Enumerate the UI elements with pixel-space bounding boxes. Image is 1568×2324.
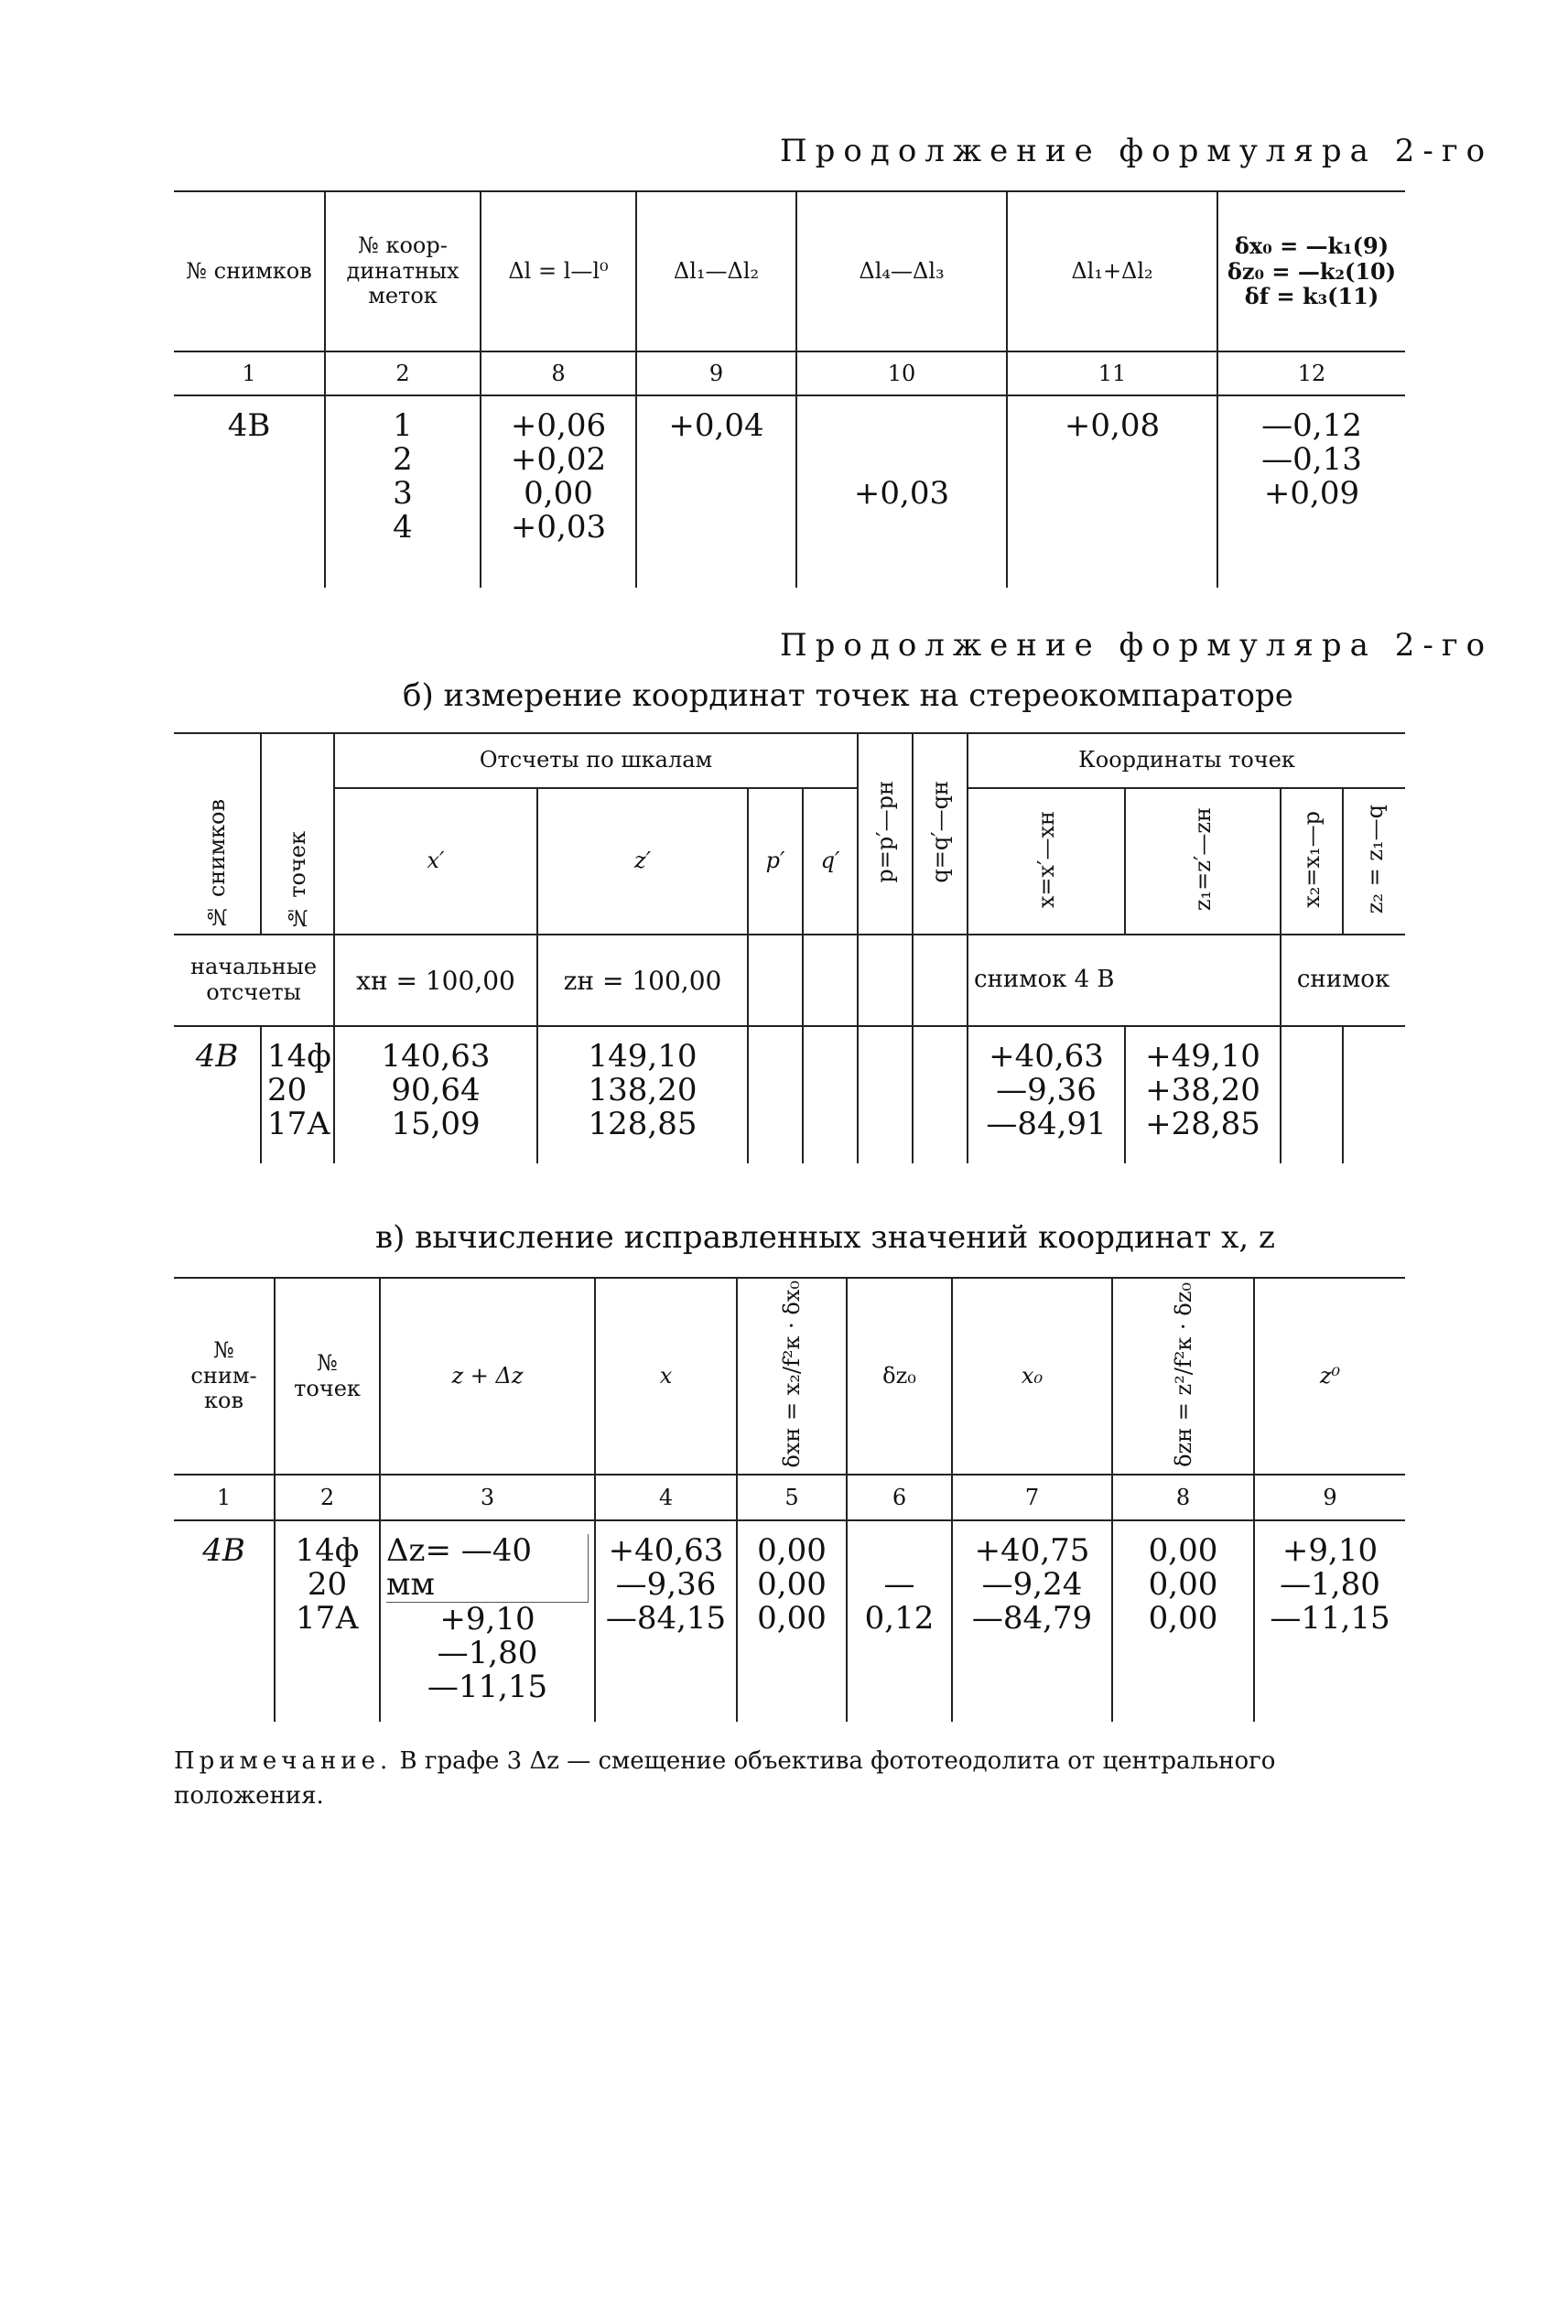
snimok-right-label: снимок bbox=[1281, 935, 1405, 1026]
cell-dl4-dl3: +0,03 bbox=[796, 395, 1007, 588]
cell-snimok: 4В bbox=[195, 1038, 239, 1075]
header-dl4-dl3: Δl₄—Δl₃ bbox=[796, 191, 1007, 351]
initial-readings-label: начальные отсчеты bbox=[174, 935, 334, 1026]
table-corrected-coords bbox=[174, 1277, 1405, 1722]
colnum: 9 bbox=[1254, 1475, 1405, 1520]
colnum: 3 bbox=[380, 1475, 595, 1520]
cell-z2 bbox=[1343, 1026, 1405, 1163]
colnum: 2 bbox=[325, 351, 481, 395]
cell-x2 bbox=[1281, 1026, 1343, 1163]
cell-p bbox=[858, 1026, 913, 1163]
snimok-left-label: снимок 4 В bbox=[968, 935, 1281, 1026]
initial-empty bbox=[913, 935, 968, 1026]
header-x: x bbox=[595, 1278, 737, 1475]
header-z0: z⁰ bbox=[1254, 1278, 1405, 1475]
cell-q-prime bbox=[803, 1026, 858, 1163]
header-coords: Координаты точек bbox=[968, 733, 1405, 788]
section-b-title: б) измерение координат точек на стереокомпараторе bbox=[403, 677, 1293, 714]
cell-z-prime: 149,10 138,20 128,85 bbox=[537, 1026, 748, 1163]
cell-z0: +9,10 —1,80 —11,15 bbox=[1254, 1520, 1405, 1722]
header-snimki: № снимков bbox=[174, 191, 325, 351]
header-z-prime: z′ bbox=[537, 788, 748, 935]
footnote-text: В графе 3 Δz — смещение объектива фототеодолита от центрального положения. bbox=[174, 1747, 1276, 1810]
section-v-title: в) вычисление исправленных значений координат x, z bbox=[375, 1219, 1275, 1256]
colnum: 7 bbox=[952, 1475, 1112, 1520]
footnote-label: Примечание. bbox=[174, 1747, 393, 1775]
header-dzn: δzн = z²/f²к · δz₀ bbox=[1112, 1278, 1254, 1475]
initial-x: xн = 100,00 bbox=[334, 935, 537, 1026]
header-x2: x₂=x₁—p bbox=[1281, 788, 1343, 935]
header-p: p=p′—pн bbox=[858, 733, 913, 935]
cell-q bbox=[913, 1026, 968, 1163]
header-xx: x=x′—xн bbox=[968, 788, 1125, 935]
colnum: 8 bbox=[1112, 1475, 1254, 1520]
header-readings: Отсчеты по шкалам bbox=[334, 733, 858, 788]
cell-x0: +40,75 —9,24 —84,79 bbox=[952, 1520, 1112, 1722]
header-z-plus-dz: z + Δz bbox=[380, 1278, 595, 1475]
cell-points: 14ф 20 17А bbox=[261, 1026, 334, 1163]
initial-empty bbox=[858, 935, 913, 1026]
header-delta-l: Δl = l—l⁰ bbox=[481, 191, 636, 351]
header-dl1-dl2: Δl₁—Δl₂ bbox=[636, 191, 796, 351]
z-plus-dz-values: +9,10 —1,80 —11,15 bbox=[427, 1601, 548, 1705]
cell-dz0: —0,12 bbox=[847, 1520, 952, 1722]
colnum: 2 bbox=[275, 1475, 380, 1520]
colnum: 6 bbox=[847, 1475, 952, 1520]
header-z1: z₁=z′—zн bbox=[1125, 788, 1281, 935]
header-x0: x₀ bbox=[952, 1278, 1112, 1475]
colnum: 5 bbox=[737, 1475, 847, 1520]
cell-corrections: —0,12 —0,13 +0,09 bbox=[1217, 395, 1405, 588]
cell-z-plus-dz bbox=[380, 1520, 595, 1722]
cell-points: 14ф 20 17А bbox=[275, 1520, 380, 1722]
initial-empty bbox=[748, 935, 803, 1026]
header-q-prime: q′ bbox=[803, 788, 858, 935]
cell-xx: +40,63 —9,36 —84,91 bbox=[968, 1026, 1125, 1163]
colnum: 9 bbox=[636, 351, 796, 395]
cell-delta-l: +0,06 +0,02 0,00 +0,03 bbox=[481, 395, 636, 588]
header-points: № точек bbox=[261, 733, 334, 935]
header-marks: № коор-динатных меток bbox=[325, 191, 481, 351]
colnum: 1 bbox=[174, 351, 325, 395]
colnum: 1 bbox=[174, 1475, 275, 1520]
header-z2: z₂ = z₁—q bbox=[1343, 788, 1405, 935]
table-stereocomparator bbox=[174, 732, 1405, 1163]
header-p-prime: p′ bbox=[748, 788, 803, 935]
colnum: 10 bbox=[796, 351, 1007, 395]
cell-snimok: 4В bbox=[227, 407, 271, 444]
cell-dl1-plus-dl2: +0,08 bbox=[1007, 395, 1217, 588]
cell-snimok: 4В bbox=[202, 1532, 245, 1569]
cell-x: +40,63 —9,36 —84,15 bbox=[595, 1520, 737, 1722]
header-dz0: δz₀ bbox=[847, 1278, 952, 1475]
cell-p-prime bbox=[748, 1026, 803, 1163]
header-points: № точек bbox=[275, 1278, 380, 1475]
colnum: 4 bbox=[595, 1475, 737, 1520]
colnum: 11 bbox=[1007, 351, 1217, 395]
table-marks bbox=[174, 190, 1405, 588]
cell-dl1-dl2: +0,04 bbox=[636, 395, 796, 588]
dz-offset-label: Δz= —40 мм bbox=[386, 1534, 589, 1603]
continuation-heading-1: Продолжение формуляра 2-го bbox=[780, 133, 1494, 169]
cell-z1: +49,10 +38,20 +28,85 bbox=[1125, 1026, 1281, 1163]
cell-marks: 1 2 3 4 bbox=[325, 395, 481, 588]
header-dxn: δxн = x₂/f²к · δx₀ bbox=[737, 1278, 847, 1475]
cell-dzn: 0,00 0,00 0,00 bbox=[1112, 1520, 1254, 1722]
header-snimki: № снимков bbox=[174, 733, 261, 935]
header-snimki: № сним-ков bbox=[174, 1278, 275, 1475]
footnote bbox=[174, 1744, 1423, 1813]
cell-dxn: 0,00 0,00 0,00 bbox=[737, 1520, 847, 1722]
initial-empty bbox=[803, 935, 858, 1026]
header-corrections: δx₀ = —k₁(9) δz₀ = —k₂(10) δf = k₃(11) bbox=[1217, 191, 1405, 351]
header-q: q=q′—qн bbox=[913, 733, 968, 935]
continuation-heading-2: Продолжение формуляра 2-го bbox=[780, 627, 1494, 664]
cell-x-prime: 140,63 90,64 15,09 bbox=[334, 1026, 537, 1163]
initial-z: zн = 100,00 bbox=[537, 935, 748, 1026]
header-x-prime: x′ bbox=[334, 788, 537, 935]
header-dl1-plus-dl2: Δl₁+Δl₂ bbox=[1007, 191, 1217, 351]
colnum: 8 bbox=[481, 351, 636, 395]
colnum: 12 bbox=[1217, 351, 1405, 395]
